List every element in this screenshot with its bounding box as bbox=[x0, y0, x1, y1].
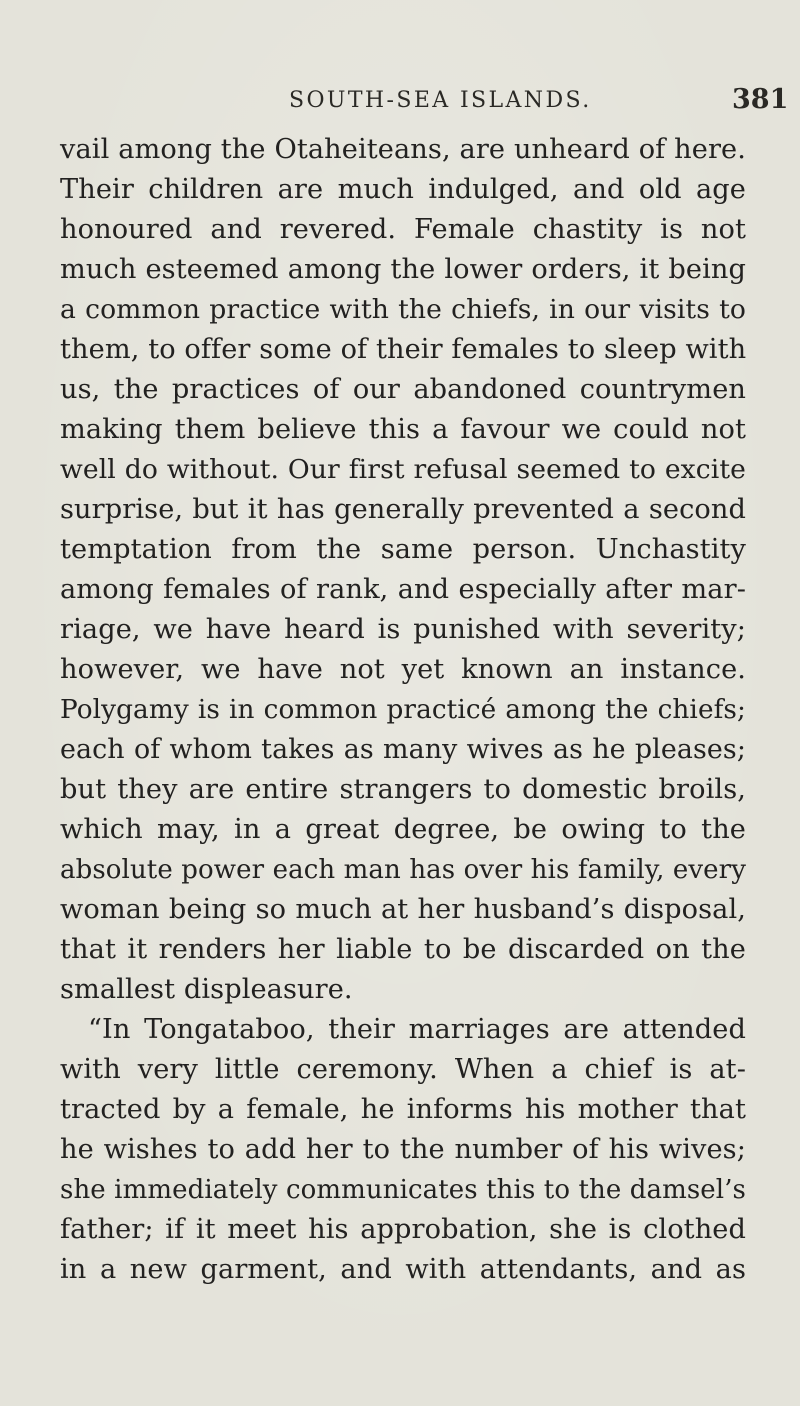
paragraph-start-line: “In Tongataboo, their marriages are attended bbox=[88, 1014, 746, 1045]
paragraph-end-line: smallest displeasure. bbox=[60, 974, 353, 1005]
text-line: Polygamy is in common practicé among the chiefs; bbox=[60, 695, 746, 725]
text-line: but they are entire strangers to domestic broils, bbox=[60, 774, 746, 805]
text-line: making them believe this a favour we could not bbox=[60, 414, 746, 445]
running-head bbox=[0, 86, 800, 126]
text-line: a common practice with the chiefs, in our visits to bbox=[60, 294, 746, 325]
text-line: much esteemed among the lower orders, it being bbox=[60, 254, 746, 285]
text-line: he wishes to add her to the number of his wives; bbox=[60, 1134, 746, 1165]
text-line: surprise, but it has generally prevented a second bbox=[60, 494, 746, 525]
text-line: in a new garment, and with attendants, and as bbox=[60, 1254, 746, 1285]
body-text bbox=[60, 130, 746, 1290]
text-line: however, we have not yet known an instance. bbox=[60, 654, 746, 685]
text-line: which may, in a great degree, be owing to the bbox=[60, 814, 746, 845]
text-line: that it renders her liable to be discarded on the bbox=[60, 934, 746, 965]
text-line: riage, we have heard is punished with severity; bbox=[60, 614, 746, 645]
text-line: with very little ceremony. When a chief is at- bbox=[60, 1054, 746, 1085]
text-line: among females of rank, and especially after mar- bbox=[60, 574, 746, 605]
text-line: absolute power each man has over his family, every bbox=[60, 855, 746, 885]
text-line: tracted by a female, he informs his mother that bbox=[60, 1094, 746, 1125]
text-line: woman being so much at her husband’s disposal, bbox=[60, 894, 746, 925]
text-line: us, the practices of our abandoned countrymen bbox=[60, 374, 746, 405]
text-line: vail among the Otaheiteans, are unheard of here. bbox=[60, 134, 746, 165]
page-number: 381 bbox=[732, 84, 789, 115]
text-line: well do without. Our first refusal seemed to excite bbox=[60, 454, 746, 485]
text-line: Their children are much indulged, and old age bbox=[60, 174, 746, 205]
text-line: them, to offer some of their females to sleep with bbox=[60, 334, 747, 365]
text-line: honoured and revered. Female chastity is not bbox=[60, 214, 746, 245]
text-line: she immediately communicates this to the damsel’s bbox=[60, 1175, 746, 1205]
text-line: each of whom takes as many wives as he pleases; bbox=[60, 734, 746, 765]
running-title: SOUTH-SEA ISLANDS. bbox=[289, 88, 592, 113]
text-line: temptation from the same person. Unchastity bbox=[60, 534, 746, 565]
text-line: father; if it meet his approbation, she is clothed bbox=[60, 1214, 746, 1245]
